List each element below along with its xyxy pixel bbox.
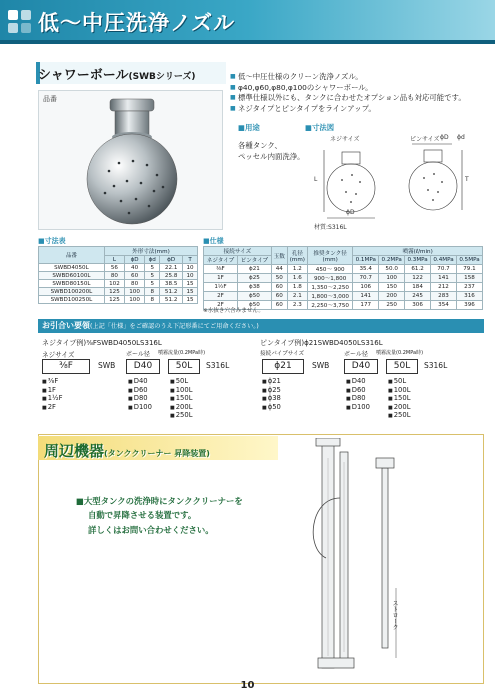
dim-col-header: ϕD <box>160 256 183 264</box>
shower-ball-icon <box>39 91 224 231</box>
product-name: シャワーボール <box>38 68 129 83</box>
spec-table-cell: 1,350～2,250 <box>308 283 353 292</box>
order-left-flow-options <box>170 378 193 421</box>
order-left-ball-header: ボール径 <box>126 351 150 358</box>
order-right-size-header: 接続パイプサイズ <box>260 351 305 357</box>
option-item: ■ ϕ50 <box>262 404 281 413</box>
spec-table-cell: 177 <box>353 301 379 310</box>
option-item: ■ D80 <box>346 395 370 404</box>
spec-table-cell: 122 <box>405 274 431 283</box>
order-right-material: S316L <box>424 361 448 370</box>
page-title: 低～中圧洗浄ノズル <box>38 11 236 35</box>
spec-table-cell: 150 <box>379 283 405 292</box>
spec-table-cell: 250 <box>379 301 405 310</box>
dim-table-cell: 60 <box>125 272 145 280</box>
spec-table-cell: 200 <box>379 292 405 301</box>
option-item: ■ 2F <box>42 404 63 413</box>
order-left-size-box: ⅜F <box>42 359 90 374</box>
product-title <box>38 64 196 83</box>
use-text <box>238 140 305 162</box>
spec-pressure-header: 0.3MPa <box>405 256 431 265</box>
option-item: ■ D80 <box>128 395 152 404</box>
option-item: ■ 150L <box>388 395 411 404</box>
spec-table-row <box>204 265 483 274</box>
order-left-flow-header: 噴霧流量(0.2MPa時) <box>158 350 206 356</box>
dim-table-cell: SWBD100200L <box>39 288 105 296</box>
peripheral-desc-line: 詳しくはお問い合わせください。 <box>88 524 214 535</box>
dimension-drawing <box>312 130 482 230</box>
dim-table-cell: 10 <box>183 272 198 280</box>
order-left-size-options <box>42 378 63 412</box>
dim-table-cell: 22.1 <box>160 264 183 272</box>
option-item: ■ 200L <box>388 404 411 413</box>
spec-table-cell: 70.7 <box>431 265 457 274</box>
dim-table-cell: 8 <box>145 288 160 296</box>
option-item: ■ ⅜F <box>42 378 63 387</box>
option-item: ■ ϕ25 <box>262 387 281 396</box>
peripheral-title <box>44 440 210 461</box>
spec-table-cell: 1.8 <box>287 283 307 292</box>
spec-table-cell: 1F <box>204 274 238 283</box>
order-right-ball-header: ボール径 <box>344 351 368 358</box>
dim-label-T: T <box>465 176 469 183</box>
order-left-ball-box: D40 <box>126 359 160 374</box>
option-item: ■ 100L <box>388 387 411 396</box>
dim-table-cell: SWBD80150L <box>39 280 105 288</box>
option-item: ■ ϕ21 <box>262 378 281 387</box>
spec-table-cell: 396 <box>456 301 482 310</box>
order-right-swb: SWB <box>312 361 330 370</box>
option-item: ■ D40 <box>346 378 370 387</box>
option-item: ■ 1F <box>42 387 63 396</box>
feature-item: ■ 低～中圧仕様のクリーン洗浄ノズル。 <box>230 72 490 83</box>
dim-table-cell: 51.2 <box>160 296 183 304</box>
dim-table-row <box>39 288 198 296</box>
spec-hole-unit: (mm) <box>289 256 305 263</box>
dim-table-cell: SWBD4050L <box>39 264 105 272</box>
dim-table-cell: 80 <box>104 272 124 280</box>
spec-table-row <box>204 292 483 301</box>
spec-table-cell: 60 <box>271 301 287 310</box>
spec-table-cell: 212 <box>431 283 457 292</box>
dim-table-cell: 56 <box>104 264 124 272</box>
spec-table-cell: 1.6 <box>287 274 307 283</box>
spec-table-cell: 184 <box>405 283 431 292</box>
peripheral-description <box>76 494 243 537</box>
spec-table-cell: ⅜F <box>204 265 238 274</box>
spec-table-cell: 106 <box>353 283 379 292</box>
use-text-line: 各種タンク、 <box>238 141 282 150</box>
order-right-ball-box: D40 <box>344 359 378 374</box>
option-item: ■ 150L <box>170 395 193 404</box>
spec-table-cell: 2F <box>204 301 238 310</box>
spec-rate-header: 噴霧(ℓ/min) <box>353 247 483 256</box>
spec-table-cell: 2,250～3,750 <box>308 301 353 310</box>
option-item: ■ 50L <box>170 378 193 387</box>
option-item: ■ D60 <box>346 387 370 396</box>
spec-table-cell: ϕ25 <box>237 274 271 283</box>
spec-table-cell: 50 <box>271 274 287 283</box>
stroke-label: ストローク <box>391 600 398 630</box>
spec-pressure-header: 0.1MPa <box>353 256 379 265</box>
order-subtitle: (上記「仕様」をご確認のうえ下記形番にてご用命ください。) <box>90 323 259 330</box>
dim-table-heading: ■寸法表 <box>38 237 66 245</box>
spec-table-cell: 2F <box>204 292 238 301</box>
dim-table-cell: 10 <box>183 264 198 272</box>
spec-size-header: 接続サイズ <box>204 247 272 256</box>
spec-table-cell: 158 <box>456 274 482 283</box>
option-item: ■ D60 <box>128 387 152 396</box>
order-right-flow-options <box>388 378 411 421</box>
spec-table-cell: 2.1 <box>287 292 307 301</box>
dim-table-cell: 40 <box>125 264 145 272</box>
dim-table-cell: 125 <box>104 296 124 304</box>
dim-table-code-header: 品番 <box>39 247 105 264</box>
spec-pressure-header: 0.5MPa <box>456 256 482 265</box>
dim-table-group-header: 外形寸法(mm) <box>104 247 197 256</box>
page-number: 10 <box>240 680 255 691</box>
order-right-flow-header: 噴霧流量(0.2MPa時) <box>376 350 424 356</box>
spec-hole-header <box>287 247 307 265</box>
order-right-size-box: ϕ21 <box>262 359 304 374</box>
option-item: ■ D40 <box>128 378 152 387</box>
order-left-example: ネジタイプ例)⅜FSWBD4050LS316L <box>42 339 162 347</box>
spec-note: ※水抜き穴含みません。 <box>203 308 264 314</box>
dim-table-cell: 15 <box>183 280 198 288</box>
spec-flow-unit: (mm) <box>322 256 338 263</box>
spec-table-row <box>204 274 483 283</box>
dim-table-cell: 100 <box>125 296 145 304</box>
dim-table-cell: 51.2 <box>160 288 183 296</box>
dim-table-cell: 80 <box>125 280 145 288</box>
option-item: ■ 250L <box>170 412 193 421</box>
order-left-ball-options <box>128 378 152 412</box>
dim-col-header: T <box>183 256 198 264</box>
dim-table-cell: 25.8 <box>160 272 183 280</box>
order-left-flow-box: 50L <box>168 359 200 374</box>
spec-table-cell: 35.4 <box>353 265 379 274</box>
spec-table-cell: 1,800～3,000 <box>308 292 353 301</box>
spec-table-cell: 141 <box>353 292 379 301</box>
spec-table-cell: 50.0 <box>379 265 405 274</box>
spec-table-cell: 79.1 <box>456 265 482 274</box>
spec-table <box>203 246 483 310</box>
spec-thread-header: ネジタイプ <box>204 256 238 265</box>
dim-table-cell: 15 <box>183 296 198 304</box>
peripheral-title-text: 周辺機器 <box>44 442 105 460</box>
spec-table-cell: 60 <box>271 292 287 301</box>
spec-table-cell: 2.3 <box>287 301 307 310</box>
header-mark-icon <box>8 10 32 34</box>
dim-label-thread: ネジサイズ <box>330 136 360 143</box>
dim-table-cell: 38.5 <box>160 280 183 288</box>
spec-pressure-header: 0.4MPa <box>431 256 457 265</box>
spec-table-cell: 1½F <box>204 283 238 292</box>
dim-table-cell: 5 <box>145 264 160 272</box>
spec-pin-header: ピンタイプ <box>237 256 271 265</box>
spec-table-cell: 450～ 900 <box>308 265 353 274</box>
spec-table-cell: 283 <box>431 292 457 301</box>
spec-pressure-header: 0.2MPa <box>379 256 405 265</box>
peripheral-desc-line: 自動で昇降させる装置です。 <box>88 510 197 521</box>
dim-table-cell: 100 <box>125 288 145 296</box>
option-item: ■ D100 <box>346 404 370 413</box>
use-text-line: ペッセル内面洗浄。 <box>238 152 305 161</box>
spec-flow-header <box>308 247 353 265</box>
spec-table-cell: 44 <box>271 265 287 274</box>
order-right-ball-options <box>346 378 370 412</box>
spec-table-cell: 900～1,800 <box>308 274 353 283</box>
spec-table-heading: ■仕様 <box>203 237 224 245</box>
option-item: ■ 200L <box>170 404 193 413</box>
dim-table-cell: 125 <box>104 288 124 296</box>
dim-table-cell: 102 <box>104 280 124 288</box>
spec-table-cell: 141 <box>431 274 457 283</box>
order-right-flow-box: 50L <box>386 359 418 374</box>
order-left-material: S316L <box>206 361 230 370</box>
dim-table-row <box>39 280 198 288</box>
spec-table-cell: ϕ50 <box>237 292 271 301</box>
use-heading: ■用途 <box>238 123 260 132</box>
product-series: (SWBシリーズ) <box>128 72 196 82</box>
dimension-table <box>38 246 198 304</box>
dim-table-cell: 5 <box>145 272 160 280</box>
spec-table-cell: 316 <box>456 292 482 301</box>
dim-col-header: L <box>104 256 124 264</box>
spec-table-cell: 354 <box>431 301 457 310</box>
option-item: ■ 1½F <box>42 395 63 404</box>
order-left-swb: SWB <box>98 361 116 370</box>
dim-label-pin: ピンサイズ <box>410 136 440 143</box>
dim-table-row <box>39 296 198 304</box>
order-right-example: ピンタイプ例)ϕ21SWBD4050LS316L <box>260 339 383 347</box>
spec-ball-header: 玉数 <box>271 247 287 265</box>
feature-item: ■ φ40,φ60,φ80,φ100のシャワーボール。 <box>230 83 490 94</box>
spec-table-cell: 1.2 <box>287 265 307 274</box>
spec-table-cell: 100 <box>379 274 405 283</box>
spec-flow-label: 推奨タンク径 <box>313 250 347 257</box>
dim-label-L: L <box>314 176 318 183</box>
option-item: ■ ϕ38 <box>262 395 281 404</box>
dim-heading: ■寸法図 <box>305 123 335 132</box>
dimension-drawing-icon <box>312 130 482 230</box>
photo-label: 品番 <box>43 95 57 103</box>
dim-table-cell: 8 <box>145 296 160 304</box>
spec-table-cell: 70.7 <box>353 274 379 283</box>
dim-label-phiD-bottom: ϕD <box>346 209 355 216</box>
option-item: ■ 50L <box>388 378 411 387</box>
peripheral-subtitle: (タンククリーナー 昇降装置) <box>104 449 210 458</box>
dim-table-row <box>39 272 198 280</box>
dim-label-phid: ϕd <box>457 134 465 141</box>
order-left-size-header: ネジサイズ <box>42 351 75 359</box>
dim-table-cell: 5 <box>145 280 160 288</box>
tank-cleaner-lifter-icon <box>300 438 410 678</box>
order-right-size-options <box>262 378 281 412</box>
spec-table-cell: 245 <box>405 292 431 301</box>
dim-table-row <box>39 264 198 272</box>
option-item: ■ 100L <box>170 387 193 396</box>
dim-col-header: ϕD <box>125 256 145 264</box>
dim-label-phiD: ϕD <box>440 134 449 141</box>
spec-table-cell: ϕ21 <box>237 265 271 274</box>
peripheral-desc-line: ■大型タンクの洗浄時にタンククリーナーを <box>76 496 243 506</box>
order-title <box>42 320 259 331</box>
dim-col-header: ϕd <box>145 256 160 264</box>
spec-table-cell: 60 <box>271 283 287 292</box>
order-title-text: お引合い要領 <box>42 321 90 330</box>
dim-label-material: 材質:S316L <box>314 224 347 231</box>
feature-list <box>230 72 490 114</box>
spec-table-row <box>204 283 483 292</box>
spec-hole-label: 孔径 <box>291 250 303 257</box>
option-item: ■ 250L <box>388 412 411 421</box>
dim-table-cell: SWBD60100L <box>39 272 105 280</box>
spec-table-cell: ϕ50 <box>237 301 271 310</box>
spec-table-cell: 237 <box>456 283 482 292</box>
dim-table-cell: SWBD100250L <box>39 296 105 304</box>
option-item: ■ D100 <box>128 404 152 413</box>
feature-item: ■ 標準仕様以外にも、タンクに合わせたオプション品も対応可能です。 <box>230 93 490 104</box>
spec-table-cell: 306 <box>405 301 431 310</box>
spec-table-cell: ϕ38 <box>237 283 271 292</box>
peripheral-panel <box>38 434 484 684</box>
feature-item: ■ ネジタイプとピンタイプをラインアップ。 <box>230 104 490 115</box>
dim-table-cell: 15 <box>183 288 198 296</box>
spec-table-cell: 61.2 <box>405 265 431 274</box>
product-photo <box>38 90 223 230</box>
